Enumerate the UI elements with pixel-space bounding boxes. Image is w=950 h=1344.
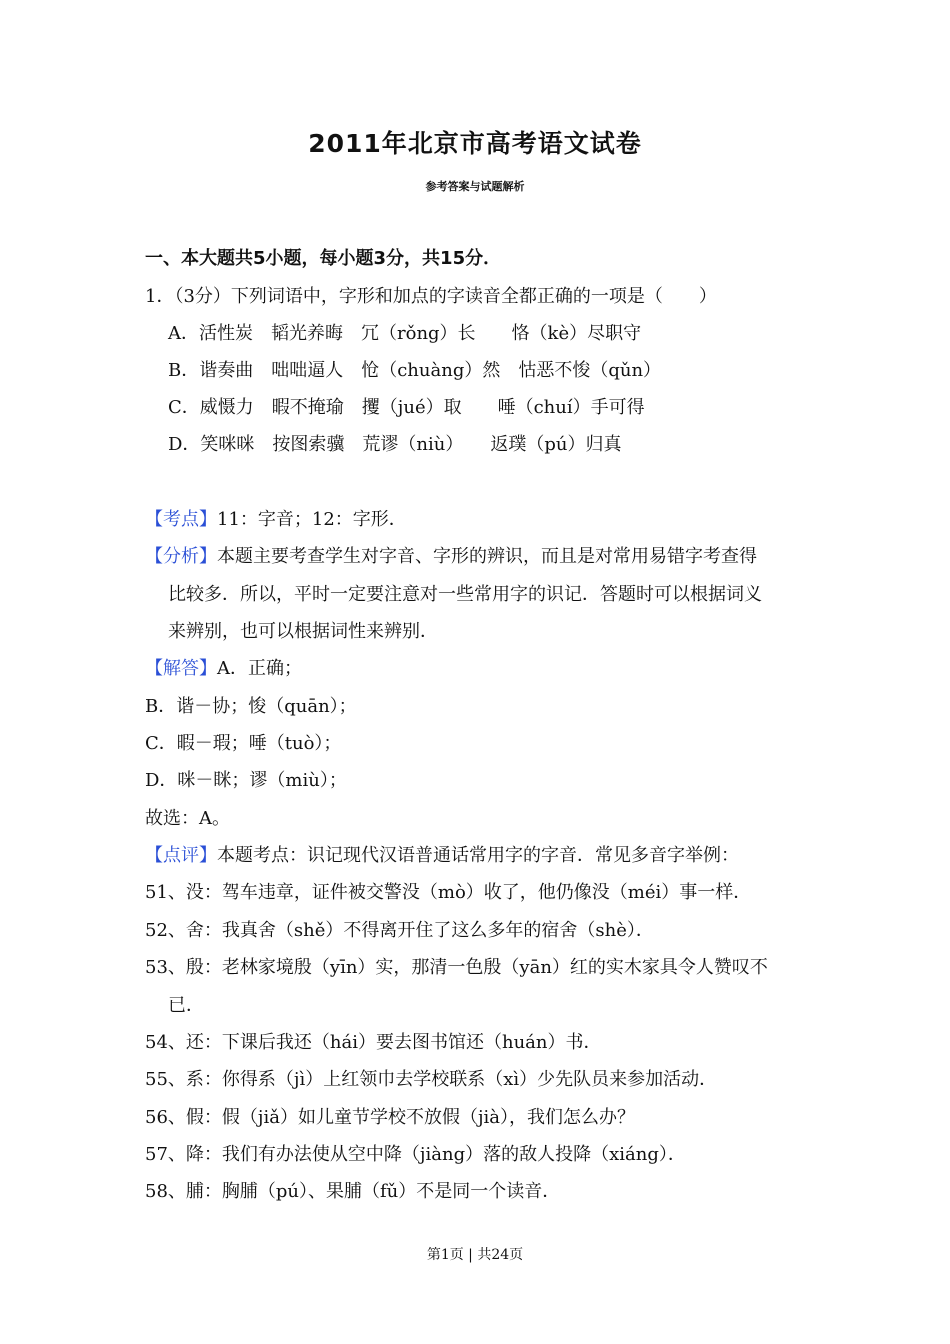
page-title: 2011年北京市高考语文试卷	[308, 129, 642, 158]
section-heading: 一、本大题共5小题，每小题3分，共15分．	[145, 248, 502, 269]
page-footer: 第1页 | 共24页	[426, 1247, 524, 1263]
fenxi-row	[145, 544, 757, 570]
dianping-text: 本题考点：识记现代汉语普通话常用字的字音．常见多音字举例：	[217, 845, 739, 866]
jieda-row	[145, 656, 302, 682]
page-subtitle: 参考答案与试题解析	[425, 180, 525, 193]
jieda-first: A．正确；	[217, 658, 302, 679]
example-line: 已．	[168, 995, 204, 1016]
example-line: 53、殷：老林家境殷（yīn）实，那清一色殷（yān）红的实木家具令人赞叹不	[145, 957, 768, 978]
option-b: B．谐奏曲 咄咄逼人 怆（chuàng）然 怙恶不悛（qǔn）	[168, 360, 662, 381]
dianping-row	[145, 843, 739, 869]
jieda-line: B．谐－协；悛（quān）；	[145, 696, 357, 717]
example-line: 57、降：我们有办法使从空中降（jiàng）落的敌人投降（xiáng）．	[145, 1144, 686, 1165]
kaodian-text: 11：字音；12：字形．	[217, 509, 407, 530]
kaodian-row	[145, 507, 407, 533]
jieda-answer: 故选：A。	[145, 808, 230, 829]
jieda-tag: 【解答】	[145, 658, 217, 679]
example-line: 52、舍：我真舍（shě）不得离开住了这么多年的宿舍（shè）．	[145, 920, 654, 941]
fenxi-line: 比较多．所以，平时一定要注意对一些常用字的识记．答题时可以根据词义	[168, 584, 762, 605]
question-stem: 1．（3分）下列词语中，字形和加点的字读音全都正确的一项是（ ）	[145, 286, 717, 307]
example-line: 56、假：假（jiǎ）如儿童节学校不放假（jià），我们怎么办？	[145, 1107, 636, 1128]
option-c: C．威慑力 暇不掩瑜 攫（jué）取 唾（chuí）手可得	[168, 397, 645, 418]
fenxi-line: 本题主要考查学生对字音、字形的辨识，而且是对常用易错字考查得	[217, 546, 757, 567]
fenxi-tag: 【分析】	[145, 546, 217, 567]
jieda-line: C．暇－瑕；唾（tuò）；	[145, 733, 342, 754]
kaodian-tag: 【考点】	[145, 509, 217, 530]
fenxi-line: 来辨别，也可以根据词性来辨别．	[168, 621, 438, 642]
example-line: 58、脯：胸脯（pú）、果脯（fǔ）不是同一个读音．	[145, 1181, 561, 1202]
dianping-tag: 【点评】	[145, 845, 217, 866]
option-a: A．活性炭 韬光养晦 冗（rǒng）长 恪（kè）尽职守	[168, 323, 642, 344]
example-line: 54、还：下课后我还（hái）要去图书馆还（huán）书．	[145, 1032, 602, 1053]
example-line: 51、没：驾车违章，证件被交警没（mò）收了，他仍像没（méi）事一样．	[145, 882, 752, 903]
jieda-line: D．咪－眯；谬（miù）；	[145, 770, 347, 791]
example-line: 55、系：你得系（jì）上红领巾去学校联系（xì）少先队员来参加活动．	[145, 1069, 718, 1090]
option-d: D．笑咪咪 按图索骥 荒谬（niù） 返璞（pú）归真	[168, 434, 622, 455]
